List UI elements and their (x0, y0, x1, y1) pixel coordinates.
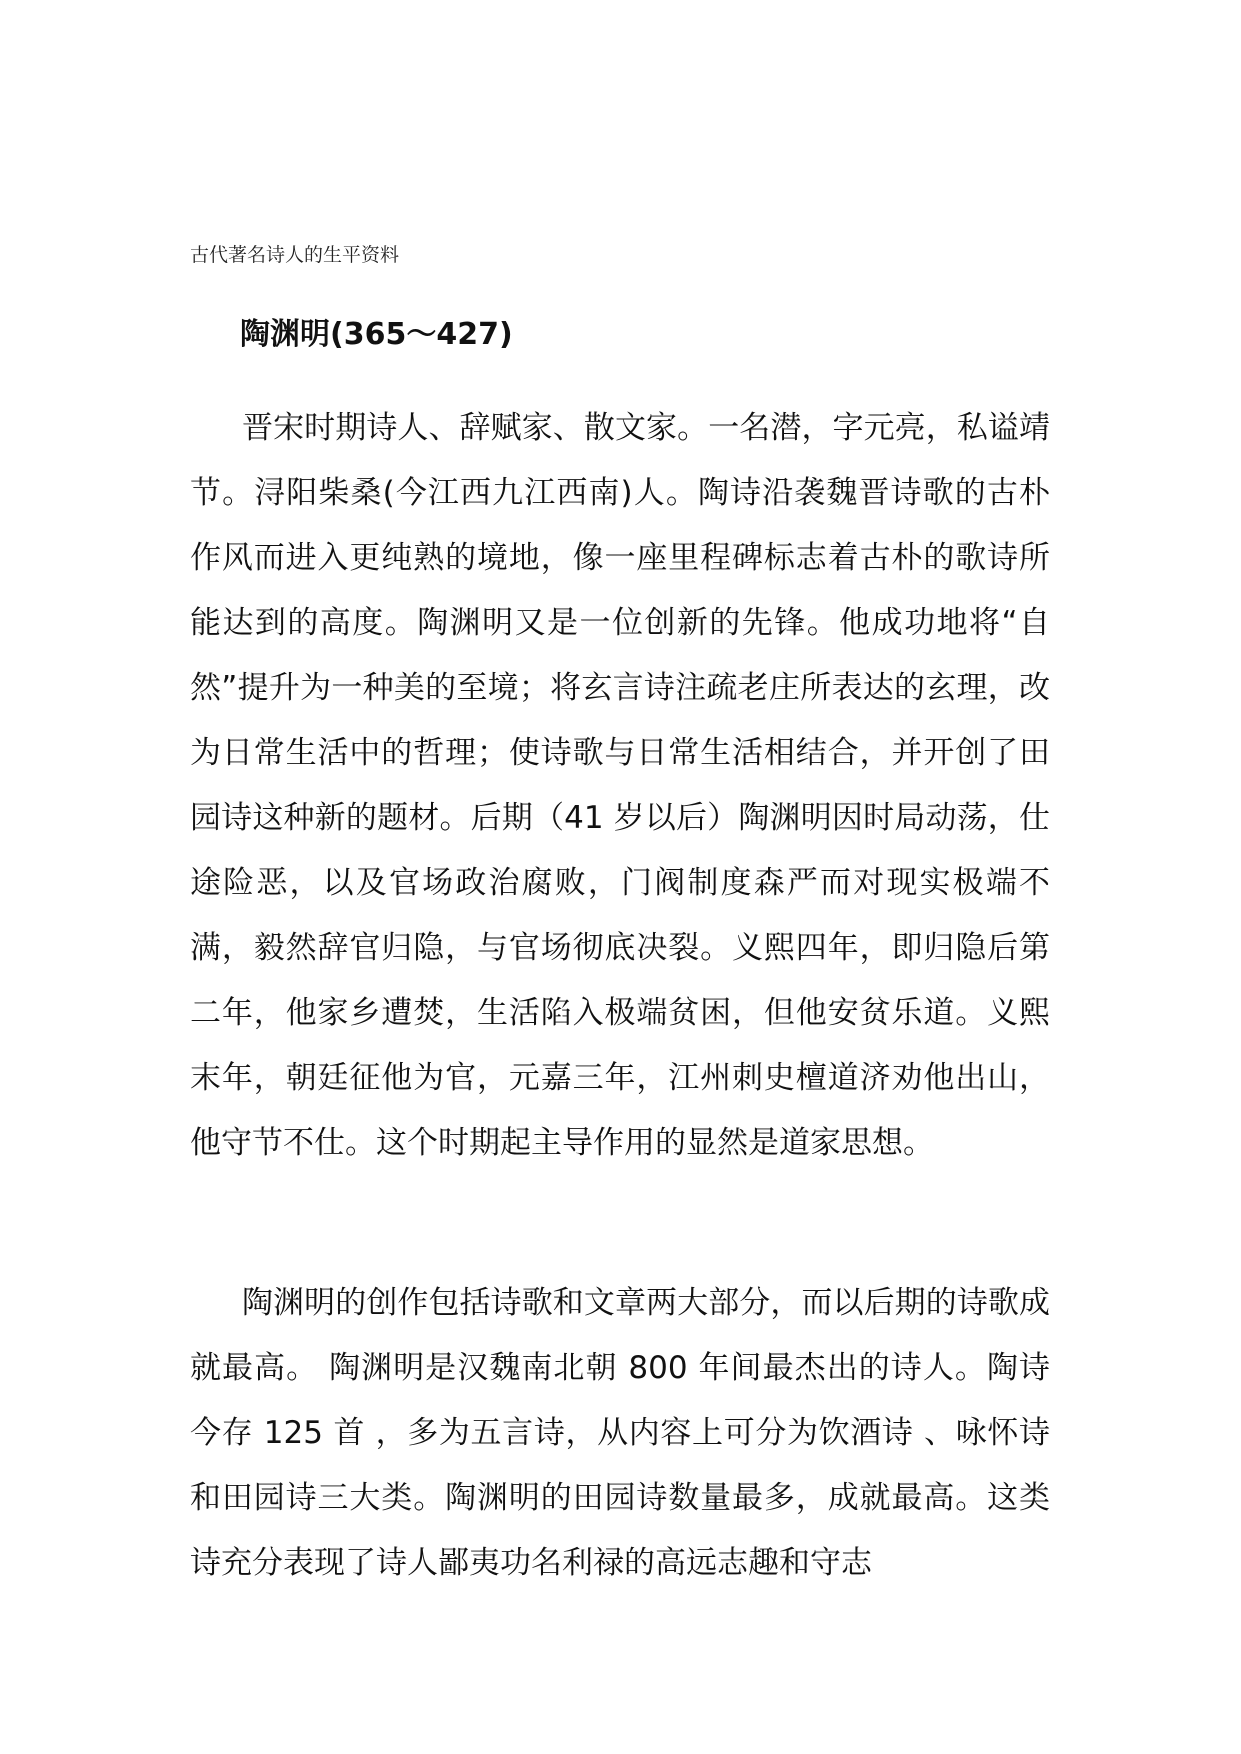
body-paragraph: 晋宋时期诗人、辞赋家、散文家。一名潜，字元亮，私谥靖节。浔阳柴桑(今江西九江西南)人。陶诗沿袭魏晋诗歌的古朴作风而进入更纯熟的境地，像一座里程碑标志着古朴的歌诗所能达到的高度。陶渊明又是一位创新的先锋。他成功地将“自然”提升为一种美的至境；将玄言诗注疏老庄所表达的玄理，改为日常生活中的哲理；使诗歌与日常生活相结合，并开创了田园诗这种新的题材。后期（41 岁以后）陶渊明因时局动荡，仕途险恶，以及官场政治腐败，门阀制度森严而对现实极端不满，毅然辞官归隐，与官场彻底决裂。义熙四年，即归隐后第二年，他家乡遭焚，生活陷入极端贫困，但他安贫乐道。义熙末年，朝廷征他为官，元嘉三年，江州刺史檀道济劝他出山，他守节不仕。这个时期起主导作用的显然是道家思想。 (190, 410, 1050, 1161)
page-title: 陶渊明(365～427) (240, 317, 513, 352)
body-paragraph: 陶渊明的创作包括诗歌和文章两大部分，而以后期的诗歌成就最高。 陶渊明是汉魏南北朝 800 年间最杰出的诗人。陶诗今存 125 首 ，多为五言诗，从内容上可分为饮酒诗 、咏怀诗和田园诗三大类。陶渊明的田园诗数量最多，成就最高。这类诗充分表现了诗人鄙夷功名利禄的高远志趣和守志 (190, 1285, 1050, 1581)
document-header: 古代著名诗人的生平资料 (190, 244, 400, 266)
